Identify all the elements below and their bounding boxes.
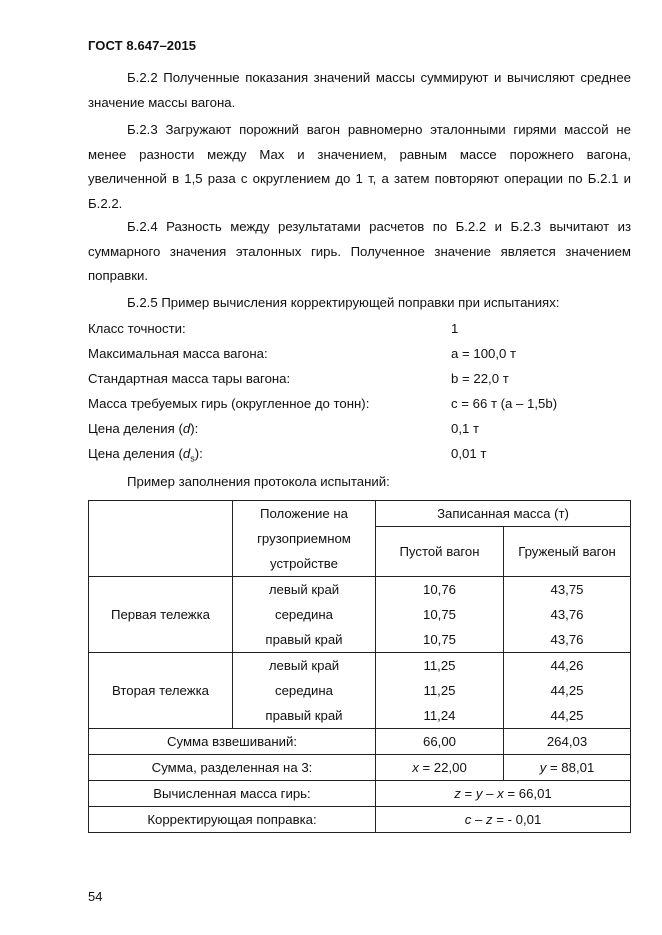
param-label-weights-mass: Масса требуемых гирь (округленное до тонн): bbox=[88, 396, 370, 411]
param-label-division-d: Цена деления (d): bbox=[88, 421, 199, 436]
loaded-values-cell: 44,26 44,25 44,25 bbox=[504, 653, 631, 729]
param-value-division-d: 0,1 т bbox=[451, 421, 480, 436]
header-empty-corner bbox=[89, 501, 233, 577]
position-cell: левый край середина правый край bbox=[233, 577, 376, 653]
paragraph-b22: Б.2.2 Полученные показания значений массы суммируют и вычисляют среднее значение массы вагона. bbox=[88, 70, 631, 110]
param-label-division-ds: Цена деления $(d_s)$: bbox=[88, 446, 203, 464]
div3-loaded: y = 88,01 bbox=[504, 755, 631, 781]
group-name-first-bogie: Первая тележка bbox=[89, 577, 233, 653]
loaded-values-cell: 43,75 43,76 43,76 bbox=[504, 577, 631, 653]
header-loaded-wagon: Груженый вагон bbox=[504, 527, 631, 577]
empty-values-cell: 10,76 10,75 10,75 bbox=[376, 577, 504, 653]
table-caption: Пример заполнения протокола испытаний: bbox=[127, 474, 390, 489]
empty-values-cell: 11,25 11,25 11,24 bbox=[376, 653, 504, 729]
header-position: Положение на грузоприемном устройстве bbox=[233, 501, 376, 577]
header-recorded-mass: Записанная масса (т) bbox=[376, 501, 631, 527]
sum-empty: 66,00 bbox=[376, 729, 504, 755]
div3-empty: x = 22,00 bbox=[376, 755, 504, 781]
correction-value: c – z = - 0,01 bbox=[376, 807, 631, 833]
document-header: ГОСТ 8.647–2015 bbox=[88, 38, 197, 53]
group-name-second-bogie: Вторая тележка bbox=[89, 653, 233, 729]
paragraph-b23: Б.2.3 Загружают порожний вагон равномерно эталонными гирями массой не менее разности между Мах и значением, равным массе порожнего вагона, увеличенной в 1,5 раза с округлением до 1 т, а затем повторяют операции по Б.2.1 и Б.2.2. bbox=[88, 122, 631, 212]
param-label-accuracy: Класс точности: bbox=[88, 321, 186, 336]
calc-label: Вычисленная масса гирь: bbox=[89, 781, 376, 807]
param-value-weights-mass: c = 66 т (a – 1,5b) bbox=[451, 396, 558, 411]
test-protocol-table bbox=[88, 500, 631, 833]
param-value-max-mass: a = 100,0 т bbox=[451, 346, 517, 361]
position-cell: левый край середина правый край bbox=[233, 653, 376, 729]
param-value-tare-mass: b = 22,0 т bbox=[451, 371, 509, 386]
sum-label: Сумма взвешиваний: bbox=[89, 729, 376, 755]
param-value-accuracy: 1 bbox=[451, 321, 459, 336]
param-label-tare-mass: Стандартная масса тары вагона: bbox=[88, 371, 291, 386]
div3-label: Сумма, разделенная на 3: bbox=[89, 755, 376, 781]
page-number: 54 bbox=[88, 889, 103, 904]
paragraph-b25: Б.2.5 Пример вычисления корректирующей поправки при испытаниях: bbox=[127, 295, 560, 310]
paragraph-b24: Б.2.4 Разность между результатами расчетов по Б.2.2 и Б.2.3 вычитают из суммарного значения эталонных гирь. Полученное значение является значением поправки. bbox=[88, 219, 631, 284]
param-label-max-mass: Максимальная масса вагона: bbox=[88, 346, 268, 361]
header-empty-wagon: Пустой вагон bbox=[376, 527, 504, 577]
param-value-division-ds: 0,01 т bbox=[451, 446, 487, 461]
sum-loaded: 264,03 bbox=[504, 729, 631, 755]
correction-label: Корректирующая поправка: bbox=[89, 807, 376, 833]
calc-value: z = y – x = 66,01 bbox=[376, 781, 631, 807]
